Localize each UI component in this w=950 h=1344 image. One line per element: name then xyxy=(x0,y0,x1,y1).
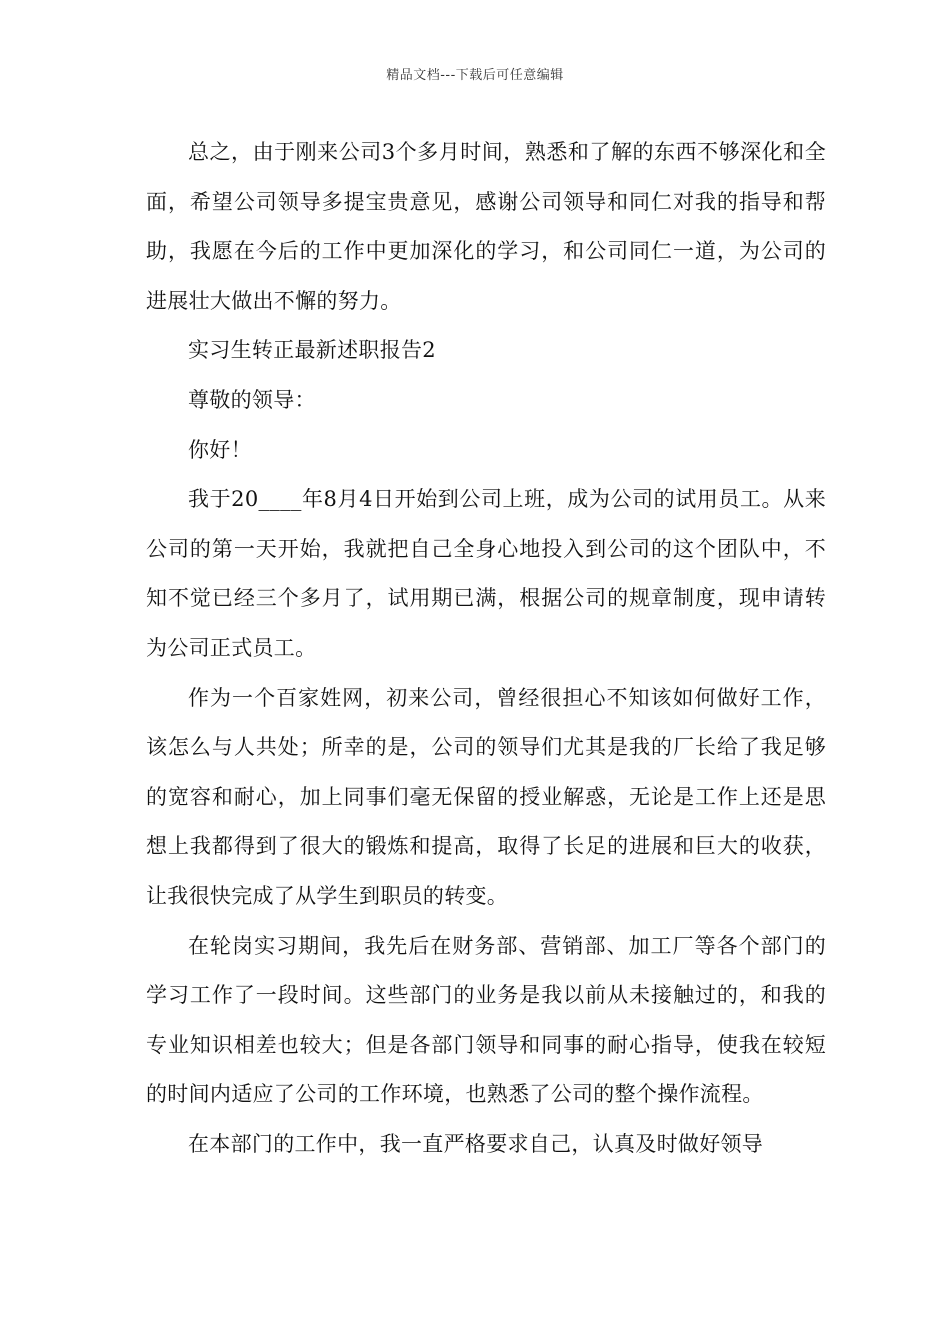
page-header: 精品文档---下载后可任意编辑 xyxy=(386,68,564,83)
paragraph-department-work: 在本部门的工作中，我一直严格要求自己，认真及时做好领导 xyxy=(188,1131,764,1156)
greeting: 你好！ xyxy=(188,437,252,462)
document-body xyxy=(146,128,826,1169)
salutation: 尊敬的领导： xyxy=(188,387,316,412)
paragraph-rotation: 在轮岗实习期间，我先后在财务部、营销部、加工厂等各个部门的学习工作了一段时间。这些部门的业务是我以前从未接触过的，和我的专业知识相差也较大；但是各部门领导和同事的耐心指导，使我在较短的时间内适应了公司的工作环境，也熟悉了公司的整个操作流程。 xyxy=(146,933,826,1107)
section-title: 实习生转正最新述职报告2 xyxy=(188,338,436,363)
paragraph-conclusion: 总之，由于刚来公司3个多月时间，熟悉和了解的东西不够深化和全面，希望公司领导多提宝贵意见，感谢公司领导和同仁对我的指导和帮助，我愿在今后的工作中更加深化的学习，和公司同仁一道，为公司的进展壮大做出不懈的努力。 xyxy=(146,140,826,313)
paragraph-adaptation: 作为一个百家姓网，初来公司，曾经很担心不知该如何做好工作，该怎么与人共处；所幸的是，公司的领导们尤其是我的厂长给了我足够的宽容和耐心，加上同事们毫无保留的授业解惑，无论是工作上还是思想上我都得到了很大的锻炼和提高，取得了长足的进展和巨大的收获，让我很快完成了从学生到职员的转变。 xyxy=(146,685,826,908)
paragraph-start-date: 我于20____年8月4日开始到公司上班，成为公司的试用员工。从来公司的第一天开始，我就把自己全身心地投入到公司的这个团队中，不知不觉已经三个多月了，试用期已满，根据公司的规章制度，现申请转为公司正式员工。 xyxy=(146,487,826,660)
